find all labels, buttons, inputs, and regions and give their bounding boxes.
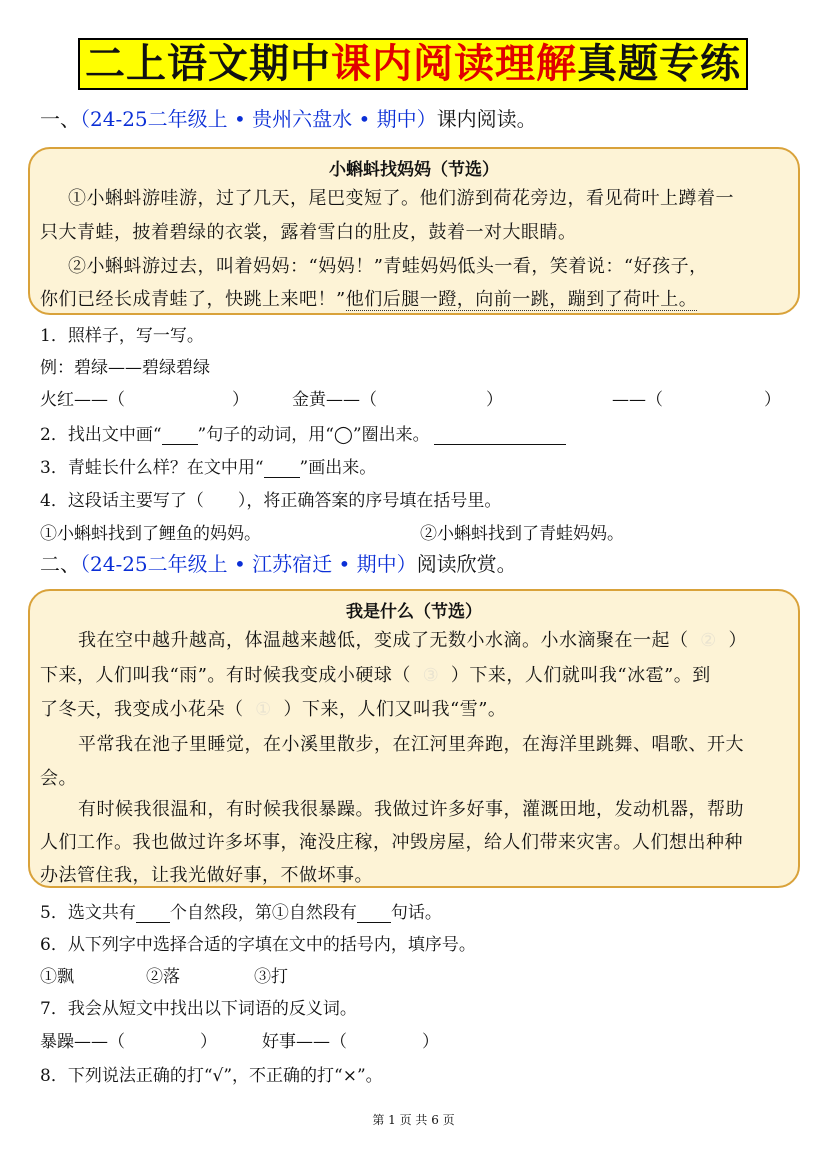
title-part3: 真题专练: [577, 40, 741, 87]
filled-answer-3: ①: [255, 699, 272, 720]
question-7a: 暴躁——（: [40, 1032, 125, 1052]
passage2-p1-line3-rest: ）下来，人们又叫我“雪”。: [283, 699, 507, 720]
question-7: 7．我会从短文中找出以下词语的反义词。: [40, 999, 357, 1019]
passage2-p3-line1: 有时候我很温和，有时候我很暴躁。我做过许多好事，灌溉田地，发动机器，帮助: [78, 799, 744, 820]
question-8: 8．下列说法正确的打“√”，不正确的打“×”。: [40, 1066, 383, 1086]
question-5: [40, 898, 442, 923]
passage2-p3-line2: 人们工作。我也做过许多坏事，淹没庄稼，冲毁房屋，给人们带来灾害。人们想出种种: [40, 832, 743, 853]
question-1a-close: ）: [232, 390, 249, 410]
question-3: [40, 453, 376, 478]
passage1-p1-line1: ①小蝌蚪游哇游，过了几天，尾巴变短了。他们游到荷花旁边，看见荷叶上蹲着一: [68, 188, 734, 209]
question-1a-label: 火红——（: [40, 390, 125, 410]
question-7b-close: ）: [422, 1032, 439, 1052]
question-2-text-a: 2．找出文中画“: [40, 425, 162, 445]
question-3-text-b: ”画出来。: [299, 458, 377, 478]
question-7b: 好事——（: [262, 1032, 347, 1052]
filled-answer-2: ③: [422, 665, 440, 686]
title-part1: 二上语文期中: [85, 40, 331, 87]
answer-blank-paragraphs[interactable]: [136, 905, 170, 923]
question-1b: [292, 385, 377, 410]
passage2-p1-line1-text: 我在空中越升越高，体温越来越低，变成了无数小水滴。小水滴聚在一起（: [78, 630, 689, 651]
filled-answer-1: ②: [700, 630, 717, 651]
section1-instruction: 课内阅读。: [436, 107, 537, 131]
question-2: [40, 420, 566, 445]
question-3-line-sample: [264, 460, 300, 478]
section2-instruction: 阅读欣赏。: [416, 552, 517, 576]
passage2-p1-line3: [40, 695, 506, 721]
question-7a-close: ）: [200, 1032, 217, 1052]
passage1-p2-line1: ②小蝌蚪游过去，叫着妈妈：“妈妈！”青蛙妈妈低头一看，笑着说：“好孩子，: [68, 256, 708, 277]
question-4-option-2: ②小蝌蚪找到了青蛙妈妈。: [420, 524, 624, 544]
passage2-p1-line1: [78, 626, 747, 652]
question-1a: [40, 385, 125, 410]
question-1: 1．照样子，写一写。: [40, 326, 204, 346]
question-1c: ——（: [612, 390, 663, 410]
question-4: 4．这段话主要写了（ ），将正确答案的序号填在括号里。: [40, 491, 502, 511]
question-4-option-1: ①小蝌蚪找到了鲤鱼的妈妈。: [40, 524, 261, 544]
title-part2: 课内阅读理解: [331, 40, 577, 87]
question-6: 6．从下列字中选择合适的字填在文中的括号内，填序号。: [40, 935, 476, 955]
question-5-text-b: 个自然段，第①自然段有: [169, 903, 357, 923]
question-2-text-b: ”句子的动词，用“◯”圈出来。: [197, 425, 430, 445]
passage2-p1-line2-rest: ）下来，人们就叫我“冰雹”。到: [450, 665, 711, 686]
section2-source: （24-25二年级上 • 江苏宿迁 • 期中）: [80, 552, 417, 576]
question-5-text-c: 句话。: [390, 903, 442, 923]
passage2-p2-line2: 会。: [40, 768, 77, 789]
question-1b-close: ）: [486, 390, 503, 410]
question-1c-close: ）: [764, 390, 781, 410]
passage2-p1-line2: [40, 661, 711, 687]
section2-heading: [40, 548, 517, 577]
question-5-text-a: 5．选文共有: [40, 903, 136, 923]
passage2-p1-line2-text: 下来，人们叫我“雨”。有时候我变成小硬球（: [40, 665, 411, 686]
passage1-underlined-sentence: 他们后腿一蹬，向前一跳，蹦到了荷叶上。: [345, 289, 698, 310]
section1-heading: [40, 103, 537, 132]
passage1-p2-line2: [40, 285, 697, 311]
passage1-p1-line2: 只大青蛙，披着碧绿的衣裳，露着雪白的肚皮，鼓着一对大眼睛。: [40, 222, 577, 243]
passage2-p1-line3-text: 了冬天，我变成小花朵（: [40, 699, 244, 720]
passage2-title: 我是什么（节选）: [346, 602, 482, 622]
passage2-p1-line1-close: ）: [728, 630, 747, 651]
section1-source: （24-25二年级上 • 贵州六盘水 • 期中）: [80, 107, 437, 131]
page-footer: 第 1 页 共 6 页: [372, 1113, 455, 1127]
question-6-option-3: ③打: [254, 967, 288, 987]
question-3-text-a: 3．青蛙长什么样？在文中用“: [40, 458, 264, 478]
answer-blank-sentences[interactable]: [357, 905, 391, 923]
question-1-example: 例：碧绿——碧绿碧绿: [40, 358, 210, 378]
question-1b-label: 金黄——（: [292, 390, 377, 410]
answer-line[interactable]: [434, 427, 566, 445]
section1-number: 一、: [40, 107, 80, 131]
passage2-p2-line1: 平常我在池子里睡觉，在小溪里散步，在江河里奔跑，在海洋里跳舞、唱歌、开大: [78, 734, 744, 755]
passage1-title: 小蝌蚪找妈妈（节选）: [329, 160, 499, 180]
question-2-line-sample: [162, 427, 198, 445]
passage2-p3-line3: 办法管住我，让我光做好事，不做坏事。: [40, 865, 373, 886]
page-title: [78, 38, 748, 90]
question-6-option-2: ②落: [146, 967, 180, 987]
passage1-p2-line2-text: 你们已经长成青蛙了，快跳上来吧！”: [40, 289, 346, 310]
section2-number: 二、: [40, 552, 80, 576]
question-6-option-1: ①飘: [40, 967, 74, 987]
